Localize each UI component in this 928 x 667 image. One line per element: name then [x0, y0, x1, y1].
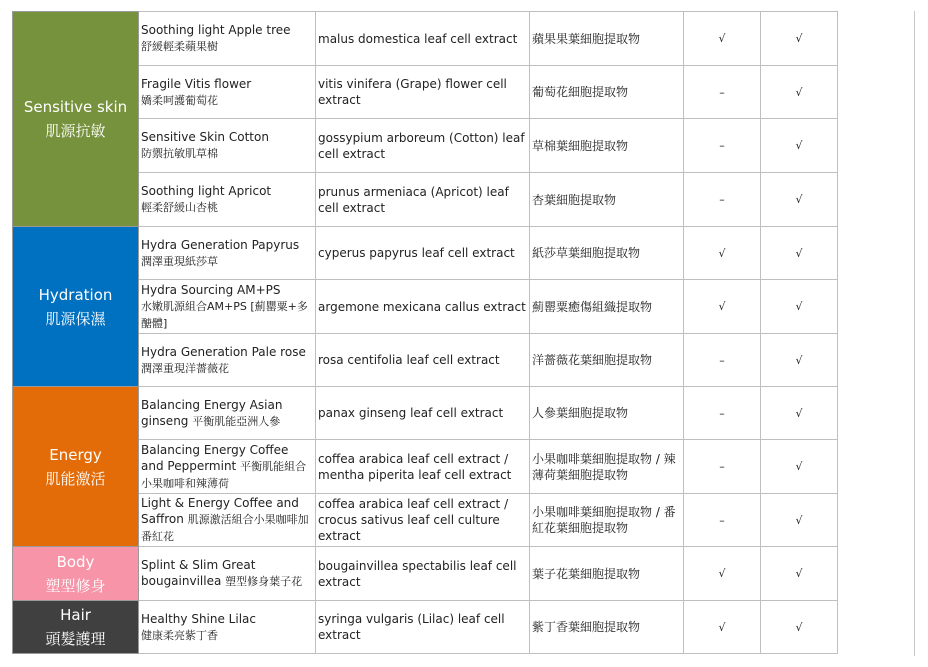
- product-name-cell: [139, 547, 316, 601]
- category-label-en: Sensitive skin: [23, 98, 128, 116]
- check-mark-cell: –: [684, 334, 761, 387]
- inci-cell: argemone mexicana callus extract: [316, 280, 530, 334]
- ingredient-zh-cell: 小果咖啡葉細胞提取物 / 番紅花葉細胞提取物: [530, 494, 684, 547]
- check-mark-cell: √: [684, 547, 761, 601]
- ingredient-zh-cell: 人參葉細胞提取物: [530, 387, 684, 440]
- inci-cell: prunus armeniaca (Apricot) leaf cell extract: [316, 173, 530, 227]
- ingredient-zh-cell: 紙莎草葉細胞提取物: [530, 227, 684, 280]
- inci-cell: gossypium arboreum (Cotton) leaf cell extract: [316, 119, 530, 173]
- inci-cell: rosa centifolia leaf cell extract: [316, 334, 530, 387]
- inci-cell: syringa vulgaris (Lilac) leaf cell extract: [316, 601, 530, 654]
- product-name-zh: 輕柔舒緩山杏桃: [141, 201, 218, 214]
- product-name-cell: [139, 494, 316, 547]
- ingredient-zh-cell: 小果咖啡葉細胞提取物 / 辣薄荷葉細胞提取物: [530, 440, 684, 494]
- product-name-en: Soothing light Apricot: [141, 184, 272, 198]
- check-mark-cell: –: [684, 173, 761, 227]
- table-row: [13, 227, 838, 280]
- check-mark-cell: √: [761, 227, 838, 280]
- product-name-zh: 塑型修身葉子花: [225, 575, 303, 588]
- product-name-cell: [139, 119, 316, 173]
- table-row: [13, 387, 838, 440]
- product-name-en: Light & Energy Coffee and Saffron: [141, 496, 299, 526]
- page-edge-line: [914, 11, 915, 656]
- product-name-cell: [139, 12, 316, 66]
- ingredient-zh-cell: 葉子花葉細胞提取物: [530, 547, 684, 601]
- check-mark-cell: √: [761, 547, 838, 601]
- check-mark-cell: √: [761, 119, 838, 173]
- product-name-cell: [139, 387, 316, 440]
- category-label-zh: 頭髮護理: [45, 630, 106, 648]
- product-name-zh: 潤澤重現紙莎草: [141, 254, 218, 268]
- category-label-zh: 肌能激活: [45, 469, 106, 488]
- product-name-cell: [139, 173, 316, 227]
- check-mark-cell: √: [761, 440, 838, 494]
- ingredient-zh-cell: 杏葉細胞提取物: [530, 173, 684, 227]
- category-label-en: Energy: [49, 445, 102, 464]
- inci-cell: bougainvillea spectabilis leaf cell extract: [316, 547, 530, 601]
- table-row: [13, 547, 838, 601]
- product-name-zh: 肌源激活組合小果咖啡加番紅花: [141, 513, 309, 543]
- check-mark-cell: √: [761, 173, 838, 227]
- check-mark-cell: –: [684, 119, 761, 173]
- product-name-zh: 水嫩肌源組合AM+PS [薊罌粟+多醣體]: [141, 299, 308, 330]
- ingredient-zh-cell: 紫丁香葉細胞提取物: [530, 601, 684, 654]
- category-cell-body: [13, 547, 139, 601]
- ingredient-table-sheet: [12, 11, 838, 654]
- check-mark-cell: √: [684, 601, 761, 654]
- product-name-en: Hydra Generation Pale rose: [141, 344, 306, 359]
- ingredient-zh-cell: 草棉葉細胞提取物: [530, 119, 684, 173]
- table-row: [13, 12, 838, 66]
- check-mark-cell: √: [761, 494, 838, 547]
- product-name-en: Fragile Vitis flower: [141, 76, 252, 91]
- inci-cell: panax ginseng leaf cell extract: [316, 387, 530, 440]
- product-name-en: Sensitive Skin Cotton: [141, 130, 269, 144]
- check-mark-cell: √: [761, 280, 838, 334]
- check-mark-cell: √: [761, 387, 838, 440]
- check-mark-cell: √: [761, 601, 838, 654]
- product-name-cell: [139, 280, 316, 334]
- check-mark-cell: –: [684, 440, 761, 494]
- category-cell-sensitive-skin: [13, 12, 139, 227]
- category-cell-energy: [13, 387, 139, 547]
- category-label-zh: 塑型修身: [45, 576, 106, 595]
- check-mark-cell: √: [761, 12, 838, 66]
- inci-cell: vitis vinifera (Grape) flower cell extract: [316, 66, 530, 119]
- inci-cell: coffea arabica leaf cell extract / mentha piperita leaf cell extract: [316, 440, 530, 494]
- product-name-cell: [139, 66, 316, 119]
- category-label-en: Hair: [60, 606, 91, 624]
- ingredient-zh-cell: 葡萄花細胞提取物: [530, 66, 684, 119]
- inci-cell: coffea arabica leaf cell extract / crocus sativus leaf cell culture extract: [316, 494, 530, 547]
- check-mark-cell: –: [684, 387, 761, 440]
- ingredient-zh-cell: 蘋果果葉細胞提取物: [530, 12, 684, 66]
- product-name-zh: 潤澤重現洋薔薇花: [141, 361, 229, 375]
- category-label-en: Body: [56, 552, 95, 571]
- product-name-cell: [139, 440, 316, 494]
- product-name-en: Hydra Generation Papyrus: [141, 237, 300, 252]
- check-mark-cell: √: [761, 334, 838, 387]
- check-mark-cell: –: [684, 494, 761, 547]
- product-name-en: Soothing light Apple tree: [141, 23, 291, 37]
- category-label-zh: 肌源保濕: [45, 309, 106, 328]
- product-name-en: Healthy Shine Lilac: [141, 611, 256, 626]
- check-mark-cell: √: [684, 12, 761, 66]
- category-cell-hydration: [13, 227, 139, 387]
- product-name-en: Balancing Energy Asian ginseng: [141, 397, 283, 428]
- product-name-en: Splint & Slim Great bougainvillea: [141, 558, 256, 588]
- check-mark-cell: –: [684, 66, 761, 119]
- check-mark-cell: √: [684, 227, 761, 280]
- product-name-en: Balancing Energy Coffee and Peppermint: [141, 442, 289, 473]
- table-row: [13, 601, 838, 654]
- product-name-cell: [139, 334, 316, 387]
- category-cell-hair: [13, 601, 139, 654]
- ingredient-zh-cell: 薊罌粟癒傷組織提取物: [530, 280, 684, 334]
- product-name-zh: 舒緩輕柔蘋果樹: [141, 40, 218, 53]
- product-name-cell: [139, 601, 316, 654]
- ingredient-zh-cell: 洋薔薇花葉細胞提取物: [530, 334, 684, 387]
- inci-cell: malus domestica leaf cell extract: [316, 12, 530, 66]
- product-name-en: Hydra Sourcing AM+PS: [141, 282, 281, 297]
- product-name-zh: 健康柔亮紫丁香: [141, 628, 218, 642]
- product-name-cell: [139, 227, 316, 280]
- check-mark-cell: √: [684, 280, 761, 334]
- category-label-zh: 肌源抗敏: [45, 122, 106, 140]
- check-mark-cell: √: [761, 66, 838, 119]
- product-name-zh: 防禦抗敏肌草棉: [141, 147, 218, 160]
- product-name-zh: 平衡肌能亞洲人參: [192, 414, 281, 428]
- category-label-en: Hydration: [38, 285, 113, 304]
- product-name-zh: 嬌柔呵護葡萄花: [141, 93, 218, 107]
- inci-cell: cyperus papyrus leaf cell extract: [316, 227, 530, 280]
- product-name-zh: 平衡肌能組合小果咖啡和辣薄荷: [141, 459, 307, 490]
- ingredient-table: [12, 11, 838, 654]
